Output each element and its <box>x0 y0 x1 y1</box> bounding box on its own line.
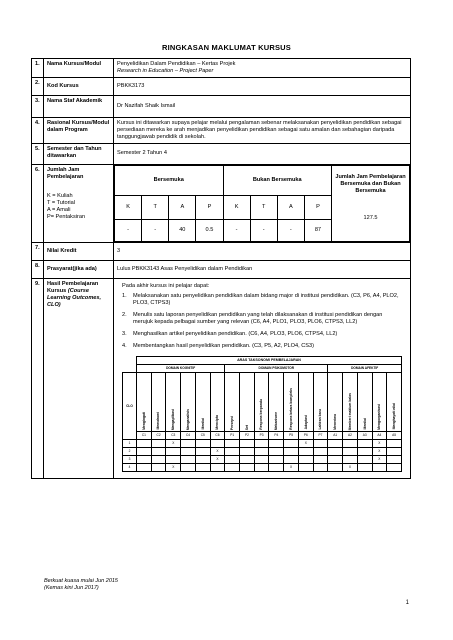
semester-value: Semester 2 Tahun 4 <box>114 143 411 164</box>
taxonomy-code: C2 <box>151 431 166 439</box>
row-nama <box>32 59 411 78</box>
taxonomy-mark: X <box>166 439 181 447</box>
taxonomy-code: C1 <box>137 431 152 439</box>
taxonomy-column-label: Respons ketara kompleks <box>288 387 293 430</box>
taxonomy-mark <box>387 463 402 471</box>
taxonomy-mark <box>313 447 328 455</box>
taxonomy-column-header <box>357 372 372 431</box>
taxonomy-code: A4 <box>372 431 387 439</box>
code-k: K <box>115 195 142 219</box>
taxonomy-mark <box>225 455 240 463</box>
row-label <box>44 164 114 242</box>
taxonomy-mark <box>181 439 196 447</box>
taxonomy-mark <box>357 463 372 471</box>
taxonomy-code: P4 <box>269 431 284 439</box>
taxonomy-row <box>123 439 402 447</box>
taxonomy-column-label: Menerima <box>333 413 338 430</box>
taxonomy-row <box>123 455 402 463</box>
taxonomy-column-label: Adaptasi <box>303 415 308 430</box>
taxonomy-mark: X <box>210 455 225 463</box>
hours-value: - <box>277 219 304 241</box>
taxonomy-title: ARAS TAKSONOMI PEMBELAJARAN <box>137 356 402 364</box>
code-a: A <box>169 195 196 219</box>
taxonomy-mark <box>210 463 225 471</box>
taxonomy-mark <box>181 447 196 455</box>
taxonomy-code: C3 <box>166 431 181 439</box>
course-name-en: Research in Education – Project Paper <box>117 67 214 74</box>
taxonomy-code: P2 <box>240 431 255 439</box>
taxonomy-mark <box>298 447 313 455</box>
legend-pentaksiran: P= Pentaksiran <box>47 213 86 220</box>
taxonomy-table <box>122 356 402 472</box>
credit-value: 3 <box>114 242 411 260</box>
clo-number: 4. <box>122 342 127 349</box>
learning-hours-label: Jumlah Jam Pembelajaran <box>47 166 84 180</box>
taxonomy-column-header <box>181 372 196 431</box>
taxonomy-mark <box>269 463 284 471</box>
taxonomy-code: A2 <box>343 431 358 439</box>
jumlah-label: Jumlah Jam Pembelajaran Bersemuka dan Bukan Bersemuka <box>335 173 406 194</box>
taxonomy-mark <box>387 455 402 463</box>
taxonomy-mark <box>343 439 358 447</box>
taxonomy-mark <box>166 455 181 463</box>
hours-grid-cell <box>114 164 411 242</box>
taxonomy-clo-number: 2 <box>123 447 137 455</box>
taxonomy-mark <box>298 463 313 471</box>
footer-updated-date: (Kemas kini Jun 2017) <box>44 585 99 592</box>
taxonomy-mark <box>343 455 358 463</box>
hours-grid <box>114 165 410 242</box>
code-k: K <box>223 195 250 219</box>
row-label: Rasional Kursus/Modul dalam Program <box>44 117 114 143</box>
row-label <box>44 278 114 478</box>
legend-tutorial: T = Tutorial <box>47 199 76 206</box>
code-t: T <box>250 195 277 219</box>
taxonomy-row <box>123 463 402 471</box>
taxonomy-mark <box>298 455 313 463</box>
row-rasional <box>32 117 411 143</box>
hours-value: - <box>223 219 250 241</box>
taxonomy-mark <box>284 455 299 463</box>
legend-kuliah: K = Kuliah <box>47 192 73 199</box>
taxonomy-mark <box>357 439 372 447</box>
row-nilai <box>32 242 411 260</box>
list-item <box>122 312 402 326</box>
clo-text: Menghasilkan artikel penyelidikan pendidikan. (C6, A4, PLO3, PLO6, CTPS4, LL2) <box>133 330 338 337</box>
taxonomy-code: P1 <box>225 431 240 439</box>
taxonomy-mark <box>137 455 152 463</box>
course-name: Penyelidikan Dalam Pendidikan – Kertas Projek <box>117 61 236 67</box>
course-summary-table <box>31 58 411 479</box>
taxonomy-clo-number: 1 <box>123 439 137 447</box>
taxonomy-column-header <box>195 372 210 431</box>
taxonomy-column-header <box>254 372 269 431</box>
row-number: 3. <box>32 95 44 117</box>
hours-value: 0.5 <box>196 219 223 241</box>
taxonomy-mark <box>269 455 284 463</box>
taxonomy-mark <box>195 447 210 455</box>
taxonomy-mark <box>269 439 284 447</box>
taxonomy-code: P5 <box>284 431 299 439</box>
clo-number: 3. <box>122 330 127 337</box>
row-label: Nama Kursus/Modul <box>44 59 114 78</box>
taxonomy-mark: X <box>343 463 358 471</box>
taxonomy-mark <box>240 463 255 471</box>
hours-value: 40 <box>169 219 196 241</box>
taxonomy-column-header <box>269 372 284 431</box>
taxonomy-mark <box>181 455 196 463</box>
taxonomy-column-label: Menilai <box>362 418 367 430</box>
taxonomy-row <box>123 447 402 455</box>
hours-value: - <box>115 219 142 241</box>
domain-afektif: DOMAIN AFEKTIF <box>328 364 402 372</box>
taxonomy-code: P7 <box>313 431 328 439</box>
row-label: Nilai Kredit <box>44 242 114 260</box>
row-jam <box>32 164 411 242</box>
taxonomy-mark <box>151 455 166 463</box>
domain-kognitif: DOMAIN KOGNITIF <box>137 364 225 372</box>
taxonomy-mark <box>225 463 240 471</box>
taxonomy-mark <box>240 455 255 463</box>
taxonomy-mark <box>328 447 343 455</box>
head-bukan-bersemuka: Bukan Bersemuka <box>223 165 332 195</box>
taxonomy-column-label: Set <box>244 424 249 430</box>
taxonomy-column-label: Mekanisme <box>274 411 279 430</box>
row-number: 5. <box>32 143 44 164</box>
taxonomy-mark <box>137 463 152 471</box>
course-code: PBKK3173 <box>114 77 411 95</box>
clo-intro: Pada akhir kursus ini pelajar dapat: <box>122 282 210 289</box>
taxonomy-mark <box>195 455 210 463</box>
staff-name: Dr Nazifah Shaik Ismail <box>114 95 411 117</box>
list-item <box>122 293 402 307</box>
taxonomy-mark <box>137 439 152 447</box>
taxonomy-column-header <box>240 372 255 431</box>
taxonomy-mark <box>225 439 240 447</box>
taxonomy-code: C6 <box>210 431 225 439</box>
clo-label-en: (Course Learning Outcomes, CLO) <box>47 287 102 308</box>
row-kod <box>32 77 411 95</box>
taxonomy-mark <box>313 463 328 471</box>
taxonomy-column-header <box>372 372 387 431</box>
clo-number: 1. <box>122 292 127 299</box>
taxonomy-column-header <box>298 372 313 431</box>
row-number: 2. <box>32 77 44 95</box>
taxonomy-mark <box>151 463 166 471</box>
head-jumlah <box>332 165 410 241</box>
hours-value: - <box>250 219 277 241</box>
taxonomy-code: P6 <box>298 431 313 439</box>
row-clo <box>32 278 411 478</box>
taxonomy-mark: X <box>284 463 299 471</box>
taxonomy-column-label: Mengaplikasi <box>171 408 176 430</box>
taxonomy-mark <box>387 447 402 455</box>
taxonomy-mark <box>166 447 181 455</box>
taxonomy-mark <box>387 439 402 447</box>
taxonomy-mark <box>284 447 299 455</box>
taxonomy-column-label: Menghayati nilai <box>391 403 396 430</box>
row-number: 6. <box>32 164 44 242</box>
taxonomy-column-header <box>151 372 166 431</box>
taxonomy-mark <box>195 463 210 471</box>
total-hours: 127.5 <box>363 214 378 221</box>
taxonomy-column-header <box>225 372 240 431</box>
taxonomy-mark: X <box>372 455 387 463</box>
row-number: 9. <box>32 278 44 478</box>
taxonomy-mark <box>357 455 372 463</box>
page-number: 1 <box>405 600 409 606</box>
clo-text: Melaksanakan satu penyelidikan pendidikan dalam bidang major di institusi pendidikan. (C3, P6, A4, PLO2, PLO3, CTPS3) <box>133 292 399 306</box>
hours-value: - <box>142 219 169 241</box>
code-a: A <box>277 195 304 219</box>
taxonomy-mark: X <box>372 439 387 447</box>
clo-list <box>122 293 402 350</box>
hours-legend <box>47 193 110 221</box>
taxonomy-mark <box>240 447 255 455</box>
clo-number: 2. <box>122 311 127 318</box>
row-value <box>114 59 411 78</box>
page-title: RINGKASAN MAKLUMAT KURSUS <box>161 43 292 52</box>
taxonomy-mark <box>328 439 343 447</box>
footer-note <box>44 578 118 592</box>
taxonomy-mark <box>254 455 269 463</box>
taxonomy-column-header <box>166 372 181 431</box>
taxonomy-mark <box>210 439 225 447</box>
taxonomy-column-label: Memberi maklum balas <box>347 392 352 430</box>
clo-content <box>114 278 411 478</box>
taxonomy-mark <box>284 439 299 447</box>
list-item <box>122 343 402 350</box>
row-semester <box>32 143 411 164</box>
taxonomy-column-header <box>210 372 225 431</box>
taxonomy-column-label: Menganalisis <box>185 408 190 430</box>
taxonomy-column-label: Menilai <box>200 418 205 430</box>
taxonomy-mark <box>357 447 372 455</box>
taxonomy-column-header <box>328 372 343 431</box>
clo-column-header: CLO <box>123 372 137 439</box>
code-p: P <box>196 195 223 219</box>
row-label: Kod Kursus <box>44 77 114 95</box>
taxonomy-mark <box>195 439 210 447</box>
taxonomy-mark <box>328 463 343 471</box>
taxonomy-column-label: Memahami <box>156 412 161 430</box>
taxonomy-code: C4 <box>181 431 196 439</box>
row-number: 8. <box>32 260 44 278</box>
legend-amali: A = Amali <box>47 206 71 213</box>
taxonomy-mark <box>328 455 343 463</box>
clo-text: Menulis satu laporan penyelidikan pendidikan yang telah dilaksanakan di institusi pendidikan dengan merujuk kepada pelbagai sumber yang relevan (C6, A4, PLO1, PLO3, PLO6, CTPS3, LL2) <box>133 311 383 325</box>
taxonomy-column-header <box>387 372 402 431</box>
taxonomy-column-label: Respons berpandu <box>259 399 264 430</box>
taxonomy-mark: X <box>210 447 225 455</box>
taxonomy-clo-number: 4 <box>123 463 137 471</box>
prerequisite-value: Lulus PBKK3143 Asas Penyelidikan dalam Pendidikan <box>114 260 411 278</box>
rationale-text: Kursus ini ditawarkan supaya pelajar melalui pengalaman sebenar melaksanakan penyelidikan pendidikan sebagai persediaan mereka ke arah menjadikan penyelidikan pendidikan sebagai satu amalan dan sebahagian daripada tanggungjawab pendidik di sekolah. <box>114 117 411 143</box>
taxonomy-mark <box>240 439 255 447</box>
taxonomy-mark <box>254 439 269 447</box>
hours-value: 87 <box>304 219 331 241</box>
clo-label: Hasil Pembelajaran Kursus <box>47 280 99 294</box>
list-item <box>122 331 402 338</box>
taxonomy-column-header <box>284 372 299 431</box>
taxonomy-mark <box>181 463 196 471</box>
row-staf <box>32 95 411 117</box>
taxonomy-column-label: Lahiran baru <box>318 409 323 430</box>
row-label: Prasyarat(jika ada) <box>44 260 114 278</box>
taxonomy-mark <box>254 447 269 455</box>
row-number: 7. <box>32 242 44 260</box>
taxonomy-column-label: Mencipta <box>215 415 220 430</box>
footer-effective-date: Berkuat kuasa mulai Jun 2015 <box>44 578 118 584</box>
taxonomy-mark <box>151 447 166 455</box>
clo-text: Membentangkan hasil penyelidikan pendidikan. (C3, P5, A2, PLO4, CS3) <box>133 342 314 349</box>
taxonomy-column-label: Mengingati <box>141 411 146 430</box>
row-number: 1. <box>32 59 44 78</box>
taxonomy-code: P3 <box>254 431 269 439</box>
taxonomy-code: C5 <box>195 431 210 439</box>
taxonomy-clo-number: 3 <box>123 455 137 463</box>
taxonomy-column-header <box>313 372 328 431</box>
taxonomy-column-label: Mengorganisasi <box>377 404 382 430</box>
code-p: P <box>304 195 331 219</box>
taxonomy-mark <box>225 447 240 455</box>
taxonomy-mark: X <box>166 463 181 471</box>
taxonomy-mark: X <box>298 439 313 447</box>
taxonomy-mark <box>254 463 269 471</box>
taxonomy-code: A3 <box>357 431 372 439</box>
code-t: T <box>142 195 169 219</box>
taxonomy-mark <box>313 455 328 463</box>
taxonomy-mark <box>151 439 166 447</box>
taxonomy-mark <box>343 447 358 455</box>
taxonomy-mark <box>137 447 152 455</box>
row-prasyarat <box>32 260 411 278</box>
row-label: Semester dan Tahun ditawarkan <box>44 143 114 164</box>
taxonomy-mark <box>372 463 387 471</box>
taxonomy-column-label: Persepsi <box>230 415 235 430</box>
row-label: Nama Staf Akademik <box>44 95 114 117</box>
taxonomy-column-header <box>137 372 152 431</box>
head-bersemuka: Bersemuka <box>115 165 224 195</box>
domain-psikomotor: DOMAIN PSIKOMOTOR <box>225 364 328 372</box>
taxonomy-mark <box>269 447 284 455</box>
taxonomy-column-header <box>343 372 358 431</box>
taxonomy-mark <box>313 439 328 447</box>
taxonomy-code: A1 <box>328 431 343 439</box>
taxonomy-mark: X <box>372 447 387 455</box>
taxonomy-code: A5 <box>387 431 402 439</box>
row-number: 4. <box>32 117 44 143</box>
